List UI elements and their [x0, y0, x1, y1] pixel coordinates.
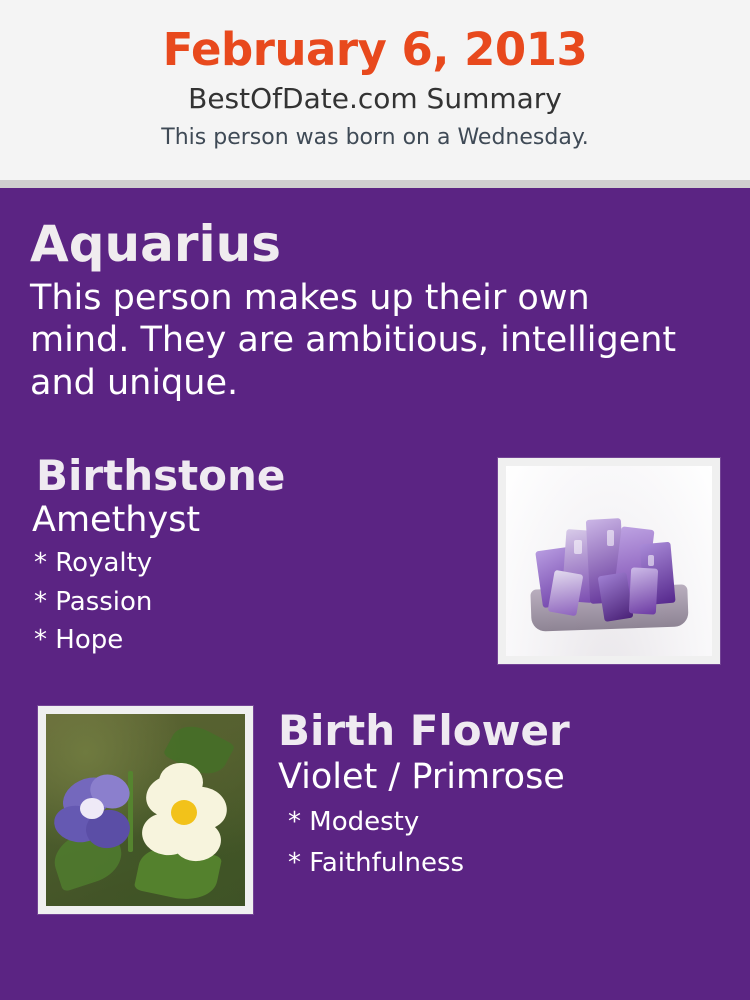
amethyst-icon	[506, 466, 712, 656]
header-divider	[0, 180, 750, 188]
birth-flower-heading: Birth Flower	[278, 705, 570, 755]
birth-flower-image	[38, 706, 253, 914]
birthstone-trait: * Royalty	[34, 548, 153, 579]
page-title: February 6, 2013	[162, 23, 588, 76]
zodiac-description: This person makes up their own mind. They are ambitious, intelligent and unique.	[30, 277, 677, 403]
card-header	[0, 0, 750, 180]
birthstone-trait: * Hope	[34, 625, 124, 656]
birthstone-trait: * Passion	[34, 586, 153, 617]
site-summary-label: BestOfDate.com Summary	[188, 81, 562, 115]
birth-flower-image-inner	[46, 714, 245, 906]
details-panel	[0, 188, 750, 1000]
birth-flower-text	[278, 706, 720, 878]
birthstone-heading: Birthstone	[36, 450, 286, 500]
birth-flower-trait: * Faithfulness	[288, 847, 465, 878]
zodiac-sign-title: Aquarius	[30, 215, 281, 273]
birth-flower-trait: * Modesty	[288, 807, 420, 838]
birthstone-name: Amethyst	[32, 499, 201, 540]
birthstone-section	[30, 450, 720, 678]
birth-flower-section	[30, 706, 720, 916]
birth-flower-name: Violet / Primrose	[278, 756, 565, 797]
birthstone-image-inner	[506, 466, 712, 656]
birth-day-note: This person was born on a Wednesday.	[161, 125, 589, 151]
birthstone-image	[498, 458, 720, 664]
